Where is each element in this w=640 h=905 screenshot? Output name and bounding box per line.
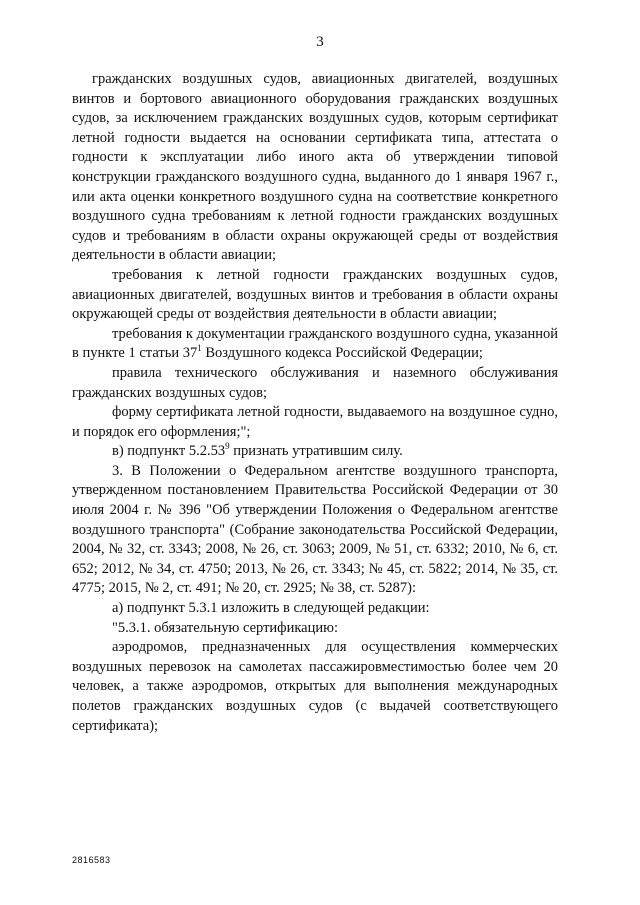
paragraph-6 xyxy=(72,442,558,462)
paragraph-10: аэродромов, предназначенных для осуществления коммерческих воздушных перевозок на самолетах пассажировместимостью более чем 20 человек, а также аэродромов, открытых для выполнения международных полетов гражданских воздушных судов (с выдачей соответствующего сертификата); xyxy=(72,639,558,734)
superscript-9: 9 xyxy=(225,441,230,452)
document-id: 2816583 xyxy=(72,855,111,865)
paragraph-7: 3. В Положении о Федеральном агентстве воздушного транспорта, утвержденном постановлением Правительства Российской Федерации от 30 июля 2004 г. № 396 "Об утверждении Положения о Федеральном агентстве воздушного транспорта" (Собрание законодательства Российской Федерации, 2004, № 32, ст. 3343; 2008, № 26, ст. 3063; 2009, № 51, ст. 6332; 2010, № 6, ст. 652; 2012, № 34, ст. 4750; 2013, № 26, ст. 3343; № 45, ст. 5822; 2014, № 35, ст. 4775; 2015, № 2, ст. 491; № 20, ст. 2925; № 38, ст. 5287): xyxy=(72,462,558,597)
paragraph-6-tail: признать утратившим силу. xyxy=(229,443,403,460)
superscript-1: 1 xyxy=(197,343,202,354)
document-body xyxy=(72,70,558,736)
paragraph-5: форму сертификата летной годности, выдаваемого на воздушное судно, и порядок его оформления;"; xyxy=(72,404,558,440)
paragraph-9: "5.3.1. обязательную сертификацию: xyxy=(112,619,338,636)
paragraph-2: требования к летной годности гражданских воздушных судов, авиационных двигателей, воздушных винтов и требования в области охраны окружающей среды от воздействия деятельности в области авиации; xyxy=(72,266,558,323)
paragraph-3-text: требования к документации гражданского воздушного судна, указанной в пункте 1 статьи 37 xyxy=(72,325,558,362)
paragraph-6-text: в) подпункт 5.2.53 xyxy=(112,443,226,460)
paragraph-8: а) подпункт 5.3.1 изложить в следующей редакции: xyxy=(112,600,430,617)
page-number: 3 xyxy=(316,34,324,50)
paragraph-3-tail: Воздушного кодекса Российской Федерации; xyxy=(201,345,483,362)
paragraph-3 xyxy=(72,325,558,364)
paragraph-4: правила технического обслуживания и наземного обслуживания гражданских воздушных судов; xyxy=(72,364,558,401)
paragraph-1: гражданских воздушных судов, авиационных двигателей, воздушных винтов и бортового авиационного оборудования гражданских воздушных судов, за исключением гражданских воздушных судов, которым сертификат летной годности выдается на основании сертификата типа, аттестата о годности к эксплуатации либо иного акта об утверждении типовой конструкции гражданского воздушного судна, выданного до 1 января 1967 г., или акта оценки конкретного воздушного судна на соответствие конкретного воздушного судна требованиям к летной годности гражданских воздушных судов и требованиям в области охраны окружающей среды от воздействия деятельности в области авиации; xyxy=(72,71,558,264)
